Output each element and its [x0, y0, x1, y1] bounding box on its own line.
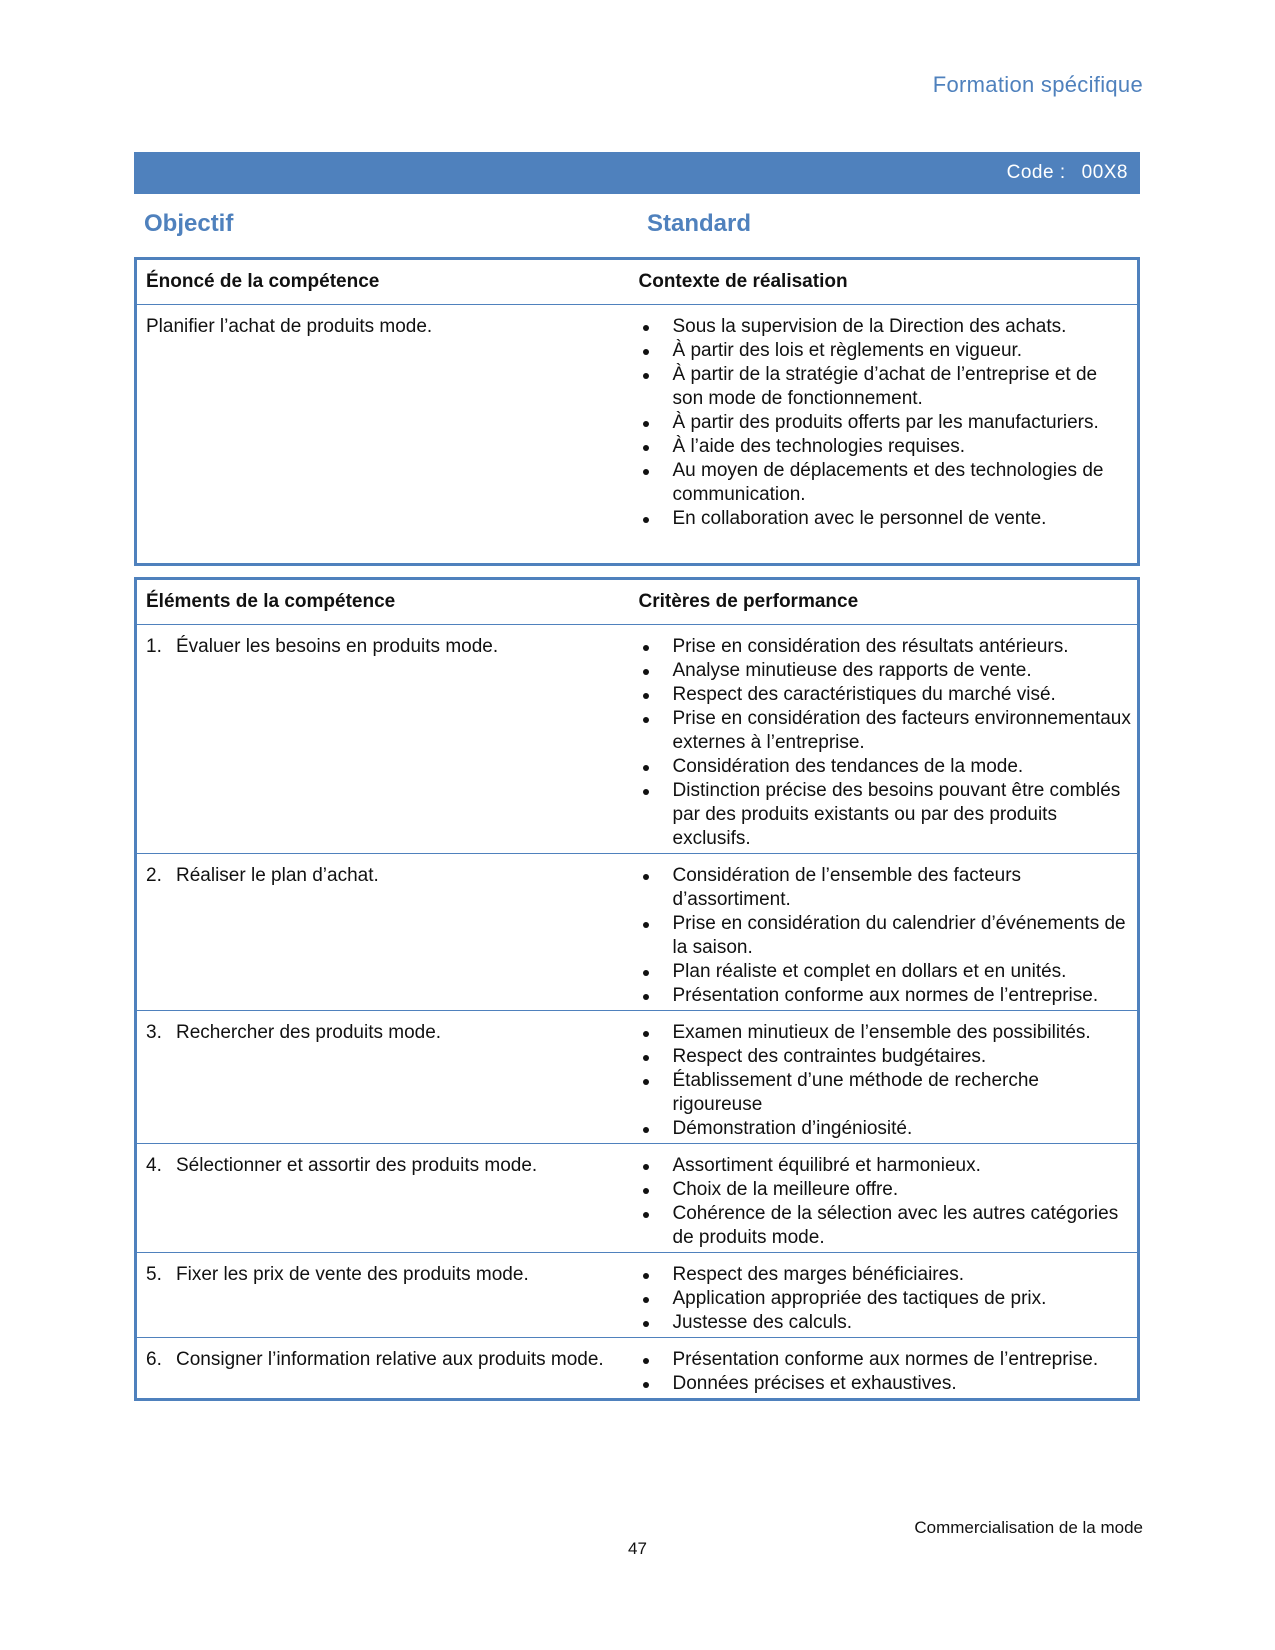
element-cell: [136, 1253, 630, 1338]
criteria-list: [639, 625, 1132, 853]
list-item: Considération de l’ensemble des facteurs d’assortiment.: [639, 864, 1132, 912]
criteria-list: [639, 1253, 1132, 1337]
list-item: Présentation conforme aux normes de l’entreprise.: [639, 1348, 1132, 1372]
list-item: Examen minutieux de l’ensemble des possibilités.: [639, 1021, 1132, 1045]
element-number: 5.: [146, 1264, 162, 1285]
list-item: Cohérence de la sélection avec les autres catégories de produits mode.: [639, 1202, 1132, 1250]
list-item: À partir des produits offerts par les manufacturiers.: [639, 411, 1132, 435]
list-item: Choix de la meilleure offre.: [639, 1178, 1132, 1202]
list-item: Données précises et exhaustives.: [639, 1372, 1132, 1396]
list-item: Au moyen de déplacements et des technologies de communication.: [639, 459, 1132, 507]
list-item: Sous la supervision de la Direction des achats.: [639, 315, 1132, 339]
list-item: Établissement d’une méthode de recherche rigoureuse: [639, 1069, 1132, 1117]
list-item: Distinction précise des besoins pouvant être comblés par des produits existants ou par des produits exclusifs.: [639, 779, 1132, 851]
enonce-text: Planifier l’achat de produits mode.: [146, 316, 433, 337]
element-number: 6.: [146, 1349, 162, 1370]
criteria-list: [639, 854, 1132, 1010]
element-cell: [136, 1144, 630, 1253]
criteres-header: Critères de performance: [630, 579, 1139, 625]
criteria-cell: [630, 625, 1139, 854]
running-header-title: Formation spécifique: [932, 72, 1143, 97]
contexte-header: Contexte de réalisation: [630, 259, 1139, 305]
contexte-list: [639, 305, 1132, 533]
element-text: Consigner l’information relative aux produits mode.: [176, 1349, 604, 1370]
element-cell: [136, 854, 630, 1011]
list-item: En collaboration avec le personnel de vente.: [639, 507, 1132, 531]
list-item: Prise en considération du calendrier d’événements de la saison.: [639, 912, 1132, 960]
list-item: Respect des marges bénéficiaires.: [639, 1263, 1132, 1287]
list-item: À l’aide des technologies requises.: [639, 435, 1132, 459]
enonce-table: [134, 257, 1140, 566]
elements-header: Éléments de la compétence: [136, 579, 630, 625]
list-item: Respect des contraintes budgétaires.: [639, 1045, 1132, 1069]
code-value: 00X8: [1081, 162, 1128, 183]
objectif-heading: Objectif: [144, 210, 234, 237]
contexte-cell: [630, 305, 1139, 565]
element-cell: [136, 1011, 630, 1144]
page-number: 47: [628, 1539, 647, 1558]
element-number: 2.: [146, 865, 162, 886]
element-text: Rechercher des produits mode.: [176, 1022, 442, 1043]
criteria-cell: [630, 1253, 1139, 1338]
criteria-list: [639, 1338, 1132, 1398]
element-number: 4.: [146, 1155, 162, 1176]
code-bar: [134, 152, 1140, 194]
criteria-cell: [630, 854, 1139, 1011]
criteria-cell: [630, 1011, 1139, 1144]
criteria-list: [639, 1011, 1132, 1143]
element-text: Fixer les prix de vente des produits mode.: [176, 1264, 529, 1285]
enonce-header: Énoncé de la compétence: [136, 259, 630, 305]
criteria-list: [639, 1144, 1132, 1252]
enonce-row: [136, 305, 1139, 565]
table-row: [136, 854, 1139, 1011]
code-label: Code :: [1006, 162, 1066, 183]
elements-table: [134, 577, 1140, 1401]
list-item: Analyse minutieuse des rapports de vente.: [639, 659, 1132, 683]
list-item: À partir des lois et règlements en vigueur.: [639, 339, 1132, 363]
element-number: 1.: [146, 636, 162, 657]
table-row: [136, 1253, 1139, 1338]
element-cell: [136, 625, 630, 854]
element-text: Réaliser le plan d’achat.: [176, 865, 379, 886]
element-text: Sélectionner et assortir des produits mode.: [176, 1155, 538, 1176]
list-item: Démonstration d’ingéniosité.: [639, 1117, 1132, 1141]
list-item: Présentation conforme aux normes de l’entreprise.: [639, 984, 1132, 1008]
list-item: À partir de la stratégie d’achat de l’entreprise et de son mode de fonctionnement.: [639, 363, 1132, 411]
list-item: Application appropriée des tactiques de prix.: [639, 1287, 1132, 1311]
element-cell: [136, 1338, 630, 1400]
list-item: Assortiment équilibré et harmonieux.: [639, 1154, 1132, 1178]
footer-program-title: Commercialisation de la mode: [914, 1518, 1143, 1537]
table-row: [136, 625, 1139, 854]
list-item: Prise en considération des résultats antérieurs.: [639, 635, 1132, 659]
list-item: Plan réaliste et complet en dollars et en unités.: [639, 960, 1132, 984]
criteria-cell: [630, 1144, 1139, 1253]
standard-heading: Standard: [647, 210, 752, 237]
element-number: 3.: [146, 1022, 162, 1043]
table-row: [136, 1144, 1139, 1253]
list-item: Considération des tendances de la mode.: [639, 755, 1132, 779]
list-item: Justesse des calculs.: [639, 1311, 1132, 1335]
table-row: [136, 1338, 1139, 1400]
list-item: Prise en considération des facteurs environnementaux externes à l’entreprise.: [639, 707, 1132, 755]
table-row: [136, 1011, 1139, 1144]
list-item: Respect des caractéristiques du marché visé.: [639, 683, 1132, 707]
criteria-cell: [630, 1338, 1139, 1400]
element-text: Évaluer les besoins en produits mode.: [176, 636, 499, 657]
